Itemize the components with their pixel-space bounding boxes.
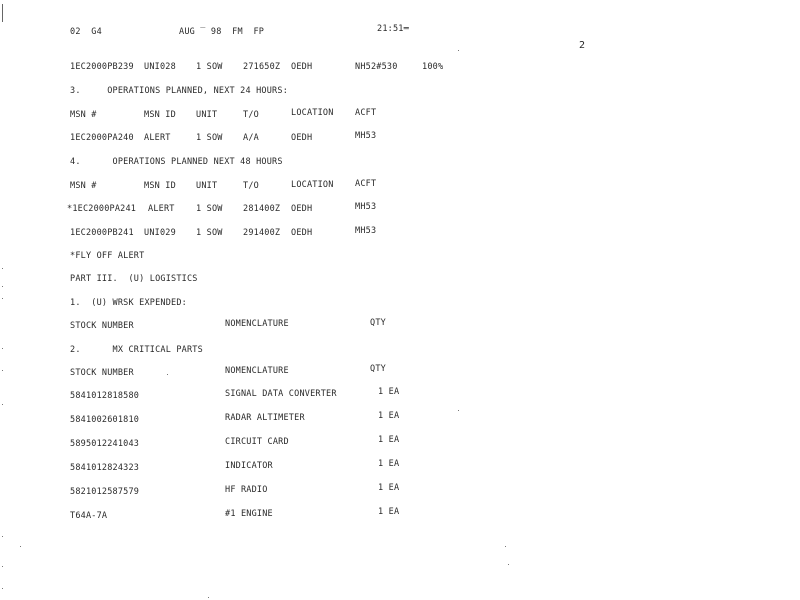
- summary-msn-id: UNI028: [144, 62, 176, 72]
- section4-col-unit: UNIT: [196, 181, 218, 191]
- part-row-4-stock: 5841012824323: [70, 463, 140, 473]
- section4-row1-acft: MH53: [355, 202, 377, 212]
- part-row-1-stock: 5841012818580: [70, 391, 140, 401]
- summary-location: OEDH: [291, 62, 313, 72]
- part-row-2-stock: 5841002601810: [70, 415, 140, 425]
- scan-speck: [2, 536, 3, 537]
- section4-row2-msn: 1EC2000PB241: [70, 228, 134, 238]
- scan-speck: [2, 404, 3, 405]
- scan-speck: [2, 370, 3, 371]
- section3-row-msn: 1EC2000PA240: [70, 133, 134, 143]
- section3-row-to: A/A: [243, 133, 259, 143]
- section4-col-location: LOCATION: [291, 180, 334, 190]
- scan-speck: [2, 268, 3, 269]
- part3-heading: PART III. (U) LOGISTICS: [70, 274, 198, 284]
- item1-col-qty: QTY: [370, 318, 386, 328]
- part-row-6-stock: T64A-7A: [70, 511, 108, 521]
- summary-unit: 1 SOW: [196, 62, 223, 72]
- summary-acft: NH52#530: [355, 62, 398, 72]
- item1-col-stock: STOCK NUMBER: [70, 321, 134, 331]
- section3-col-to: T/O: [243, 110, 259, 120]
- part-row-3-nomen: CIRCUIT CARD: [225, 437, 289, 447]
- scan-speck: [167, 374, 168, 375]
- item2-col-nomen: NOMENCLATURE: [225, 366, 289, 376]
- section3-row-acft: MH53: [355, 131, 377, 141]
- part-row-4-qty: 1 EA: [378, 459, 400, 469]
- section3-col-msn-id: MSN ID: [144, 110, 176, 120]
- section3-col-location: LOCATION: [291, 108, 334, 118]
- part3-item2: 2. MX CRITICAL PARTS: [70, 345, 203, 355]
- header-line-number: 02 G4: [70, 27, 102, 37]
- item2-col-qty: QTY: [370, 364, 386, 374]
- part-row-3-qty: 1 EA: [378, 435, 400, 445]
- scan-edge-mark: [2, 4, 3, 22]
- part-row-1-qty: 1 EA: [378, 387, 400, 397]
- section3-col-msn: MSN #: [70, 110, 97, 120]
- part-row-2-qty: 1 EA: [378, 411, 400, 421]
- part3-item1: 1. (U) WRSK EXPENDED:: [70, 298, 187, 308]
- scan-speck: [2, 286, 3, 287]
- section3-row-msn-id: ALERT: [144, 133, 171, 143]
- scan-speck: [2, 588, 3, 589]
- section3-row-location: OEDH: [291, 133, 313, 143]
- section4-col-msn: MSN #: [70, 181, 97, 191]
- section4-note: *FLY OFF ALERT: [70, 251, 145, 261]
- scan-speck: [208, 597, 209, 598]
- scan-speck: [2, 298, 3, 299]
- scan-speck: [2, 348, 3, 349]
- scan-speck: [508, 564, 509, 565]
- part-row-5-stock: 5821012587579: [70, 487, 140, 497]
- item2-col-stock: STOCK NUMBER: [70, 368, 134, 378]
- section3-col-acft: ACFT: [355, 108, 377, 118]
- section4-row1-unit: 1 SOW: [196, 204, 223, 214]
- section4-col-to: T/O: [243, 181, 259, 191]
- item1-col-nomen: NOMENCLATURE: [225, 319, 289, 329]
- section4-row2-unit: 1 SOW: [196, 228, 223, 238]
- section4-heading: 4. OPERATIONS PLANNED NEXT 48 HOURS: [70, 157, 283, 167]
- summary-to: 271650Z: [243, 62, 281, 72]
- section4-col-acft: ACFT: [355, 179, 377, 189]
- scan-speck: [2, 566, 3, 567]
- header-time: 21:51═: [377, 24, 409, 34]
- summary-pct: 100%: [422, 62, 444, 72]
- summary-msn: 1EC2000PB239: [70, 62, 134, 72]
- part-row-5-nomen: HF RADIO: [225, 485, 268, 495]
- section3-col-unit: UNIT: [196, 110, 218, 120]
- part-row-2-nomen: RADAR ALTIMETER: [225, 413, 305, 423]
- header-date: AUG ‾ 98 FM FP: [179, 27, 265, 37]
- section3-row-unit: 1 SOW: [196, 133, 223, 143]
- section4-row1-msn: *1EC2000PA241: [67, 204, 137, 214]
- part-row-5-qty: 1 EA: [378, 483, 400, 493]
- section3-heading: 3. OPERATIONS PLANNED, NEXT 24 HOURS:: [70, 86, 289, 96]
- scan-speck: [20, 546, 21, 547]
- scan-speck: [458, 50, 459, 51]
- section4-row1-msn-id: ALERT: [148, 204, 175, 214]
- scan-speck: [458, 410, 459, 411]
- section4-row2-acft: MH53: [355, 226, 377, 236]
- section4-col-msn-id: MSN ID: [144, 181, 176, 191]
- page-mark: 2: [579, 40, 586, 51]
- section4-row2-location: OEDH: [291, 228, 313, 238]
- part-row-6-nomen: #1 ENGINE: [225, 509, 273, 519]
- section4-row2-msn-id: UNI029: [144, 228, 176, 238]
- part-row-3-stock: 5895012241043: [70, 439, 140, 449]
- scan-speck: [505, 546, 506, 547]
- section4-row1-to: 281400Z: [243, 204, 281, 214]
- part-row-1-nomen: SIGNAL DATA CONVERTER: [225, 389, 337, 399]
- part-row-4-nomen: INDICATOR: [225, 461, 273, 471]
- section4-row1-location: OEDH: [291, 204, 313, 214]
- part-row-6-qty: 1 EA: [378, 507, 400, 517]
- section4-row2-to: 291400Z: [243, 228, 281, 238]
